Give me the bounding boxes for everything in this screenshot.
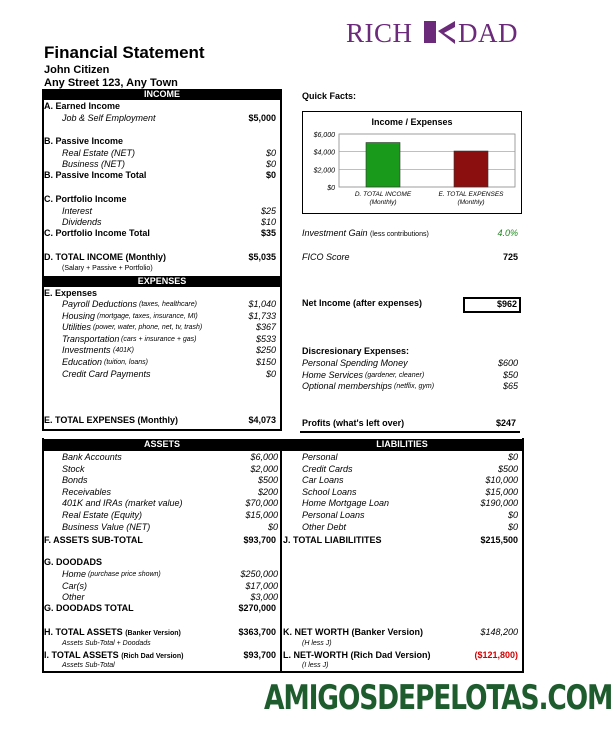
- asset-row-label: Receivables: [62, 486, 112, 497]
- expense-row-value: $367: [255, 322, 276, 333]
- expense-row-note: (401K): [113, 347, 135, 355]
- profits-underline: [300, 431, 520, 433]
- net-worth-banker-label: K. NET WORTH (Banker Version): [283, 627, 424, 637]
- expenses-subheader: E. Expenses: [44, 288, 98, 298]
- job-label: Job & Self Employment: [62, 113, 156, 123]
- assets-subtotal-label: F. ASSETS SUB-TOTAL: [44, 535, 143, 545]
- discretionary-row-label: Home Services: [302, 369, 364, 380]
- expenses-header: EXPENSES: [42, 276, 282, 287]
- chart-x-tick-label: E. TOTAL EXPENSES: [438, 191, 504, 198]
- logo-check-icon: [422, 19, 456, 50]
- dividends-value: $10: [260, 217, 276, 227]
- real-estate-label: Real Estate (NET): [62, 148, 136, 158]
- expense-row-label: Utilities: [62, 322, 92, 333]
- asset-row-label: 401K and IRAs (market value): [62, 498, 183, 509]
- investment-gain: [302, 228, 429, 241]
- doodad-row-label: Home: [62, 569, 87, 579]
- income-expenses-chart: [302, 111, 522, 214]
- total-assets-rich-value: $93,700: [243, 650, 276, 660]
- asset-row: [62, 452, 278, 464]
- total-assets-banker-note: (Banker Version): [125, 630, 181, 637]
- expense-row: [62, 345, 276, 357]
- chart-x-tick-label: (Monthly): [369, 199, 397, 206]
- expense-row-value: $150: [255, 356, 276, 367]
- fico-label: FICO Score: [302, 252, 350, 262]
- discretionary-row-value: $50: [502, 369, 518, 380]
- expense-row-label: Payroll Deductions: [62, 299, 138, 309]
- portfolio-total-label: C. Portfolio Income Total: [44, 228, 150, 238]
- portfolio-income-header: C. Portfolio Income: [44, 194, 127, 204]
- asset-row: [62, 464, 278, 476]
- asset-row-value: $6,000: [250, 452, 278, 462]
- expense-row-label: Transportation: [62, 333, 120, 344]
- business-label: Business (NET): [62, 159, 126, 169]
- liabilities-total-label: J. TOTAL LIABILITITES: [283, 535, 382, 545]
- total-assets-banker-value: $363,700: [238, 627, 276, 637]
- net-worth-rich-value: ($121,800): [474, 650, 518, 660]
- doodad-row: [62, 569, 278, 581]
- expense-row-value: $533: [255, 333, 276, 344]
- liability-row-value: $0: [507, 521, 518, 532]
- liability-row: [302, 510, 518, 522]
- passive-income-header: B. Passive Income: [44, 136, 124, 146]
- liability-row: [302, 452, 518, 464]
- asset-row-label: Bank Accounts: [62, 452, 122, 462]
- expense-row: [62, 369, 276, 381]
- expense-row-label: Education: [62, 356, 103, 367]
- total-assets-banker-sub: Assets Sub-Total + Doodads: [62, 640, 151, 647]
- liability-row: [302, 464, 518, 476]
- expense-row-note: (mortgage, taxes, insurance, MI): [97, 312, 198, 320]
- total-income-label: D. TOTAL INCOME (Monthly): [44, 252, 166, 262]
- discretionary-row-label: Optional memberships: [302, 381, 393, 392]
- passive-total-label: B. Passive Income Total: [44, 170, 147, 180]
- discretionary-list: [302, 358, 518, 393]
- balance-top-line: [42, 450, 522, 451]
- expense-row-value: $0: [265, 368, 276, 379]
- expense-list: [62, 299, 276, 380]
- total-income-note: (Salary + Passive + Portfolio): [62, 265, 153, 272]
- liability-row: [302, 487, 518, 499]
- asset-row-value: $0: [267, 521, 278, 532]
- net-income-label: Net Income (after expenses): [302, 298, 423, 308]
- liability-row-value: $15,000: [485, 486, 518, 497]
- asset-row-label: Stock: [62, 463, 85, 474]
- investment-gain-value: 4.0%: [497, 228, 518, 238]
- liability-row-label: Personal Loans: [302, 509, 365, 520]
- liability-row-label: Credit Cards: [302, 463, 353, 474]
- earned-income-header: A. Earned Income: [44, 101, 121, 111]
- liability-row: [302, 475, 518, 487]
- doodads-total-label: G. DOODADS TOTAL: [44, 603, 134, 613]
- chart-y-tick-label: $0: [327, 185, 335, 192]
- asset-list: [62, 452, 278, 533]
- discretionary-row: [302, 381, 518, 393]
- asset-row: [62, 522, 278, 534]
- chart-bar: [366, 143, 400, 187]
- liability-row-value: $190,000: [480, 498, 518, 509]
- investment-gain-note: (less contributions): [370, 231, 429, 238]
- rich-dad-logo: [346, 16, 526, 50]
- logo-dad-text: DAD: [458, 18, 518, 48]
- expense-row: [62, 334, 276, 346]
- expense-row-label: Investments: [62, 345, 111, 356]
- asset-row-value: $2,000: [250, 463, 278, 474]
- profits-value: $247: [495, 418, 516, 428]
- expense-row: [62, 311, 276, 323]
- total-income-value: $5,035: [248, 252, 276, 262]
- fico-value: 725: [502, 252, 518, 262]
- expense-row-label: Credit Card Payments: [62, 368, 151, 379]
- net-worth-rich-sub: (I less J): [302, 662, 329, 669]
- balance-sheet-divider: [280, 450, 282, 672]
- portfolio-total-value: $35: [260, 228, 276, 238]
- asset-row: [62, 510, 278, 522]
- expense-row-note: (power, water, phone, net, tv, trash): [93, 324, 203, 332]
- expense-row: [62, 322, 276, 334]
- interest-label: Interest: [62, 206, 93, 216]
- asset-row-label: Real Estate (Equity): [62, 509, 143, 520]
- profits-label: Profits (what's left over): [302, 418, 405, 428]
- discretionary-row-note: (netflix, gym): [394, 383, 435, 391]
- chart-y-tick-label: $6,000: [313, 132, 335, 139]
- doodad-row-label: Other: [62, 592, 85, 603]
- chart-plot-area: [339, 134, 515, 187]
- job-value: $5,000: [248, 113, 276, 123]
- asset-row-value: $15,000: [245, 509, 278, 520]
- asset-row: [62, 475, 278, 487]
- investment-gain-label: Investment Gain: [302, 228, 368, 238]
- total-assets-rich: [44, 650, 183, 663]
- total-assets-rich-note: (Rich Dad Version): [121, 653, 184, 660]
- chart-y-tick-label: $4,000: [313, 149, 335, 157]
- net-income-value: $962: [463, 297, 521, 313]
- doodad-list: [62, 569, 278, 604]
- liability-row-value: $0: [507, 452, 518, 462]
- total-expenses-label: E. TOTAL EXPENSES (Monthly): [44, 415, 179, 425]
- real-estate-value: $0: [265, 148, 276, 158]
- watermark-text: AMIGOSDEPELOTAS.COM: [264, 678, 612, 718]
- asset-row-value: $70,000: [245, 498, 278, 509]
- liability-list: [302, 452, 518, 533]
- expense-row-label: Housing: [62, 310, 96, 321]
- owner-name: John Citizen: [44, 64, 110, 76]
- expense-row-note: (taxes, healthcare): [139, 301, 197, 308]
- discretionary-row: [302, 358, 518, 370]
- asset-row: [62, 487, 278, 499]
- liability-row-label: Home Mortgage Loan: [302, 498, 390, 509]
- chart-x-tick-label: (Monthly): [457, 199, 485, 206]
- asset-row: [62, 498, 278, 510]
- logo-rich-text: RICH: [346, 18, 413, 48]
- expense-row-note: (cars + insurance + gas): [121, 335, 197, 343]
- chart-title: Income / Expenses: [371, 117, 453, 127]
- asset-row-value: $500: [257, 475, 278, 486]
- owner-address: Any Street 123, Any Town: [44, 77, 178, 89]
- total-assets-rich-sub: Assets Sub-Total: [62, 662, 115, 669]
- doodad-row: [62, 581, 278, 593]
- liability-row-value: $500: [497, 463, 518, 474]
- chart-x-tick-label: D. TOTAL INCOME: [354, 191, 412, 198]
- liability-row-label: School Loans: [302, 486, 357, 497]
- doodad-row-label: Car(s): [62, 580, 87, 591]
- expense-row-value: $250: [255, 345, 276, 356]
- doodads-header: G. DOODADS: [44, 557, 103, 567]
- assets-subtotal-value: $93,700: [243, 535, 276, 545]
- passive-total-value: $0: [265, 170, 276, 180]
- expense-row-value: $1,733: [248, 310, 276, 321]
- expense-row-note: (tuition, loans): [104, 358, 148, 366]
- liability-row-value: $10,000: [485, 475, 518, 486]
- liability-row-label: Car Loans: [302, 475, 344, 486]
- liability-row-label: Personal: [302, 452, 338, 462]
- total-assets-banker: [44, 627, 181, 640]
- interest-value: $25: [260, 206, 276, 216]
- asset-row-value: $200: [257, 486, 278, 497]
- liabilities-total-value: $215,500: [480, 535, 518, 545]
- assets-header: ASSETS: [42, 439, 282, 450]
- page-title: Financial Statement: [44, 43, 205, 62]
- quick-facts-label: Quick Facts:: [302, 91, 357, 101]
- net-worth-rich-label: L. NET-WORTH (Rich Dad Version): [283, 650, 431, 660]
- total-assets-rich-label: I. TOTAL ASSETS: [44, 650, 119, 660]
- doodad-row-value: $3,000: [250, 592, 278, 603]
- net-worth-banker-sub: (H less J): [302, 640, 332, 647]
- total-expenses-value: $4,073: [248, 415, 276, 425]
- liability-row: [302, 522, 518, 534]
- discretionary-row-note: (gardener, cleaner): [365, 371, 425, 379]
- discretionary-row-value: $600: [497, 358, 518, 368]
- business-value: $0: [265, 159, 276, 169]
- asset-row-label: Bonds: [62, 475, 88, 486]
- chart-bar: [454, 151, 488, 187]
- liability-row-value: $0: [507, 509, 518, 520]
- doodads-total-value: $270,000: [238, 603, 276, 613]
- doodad-row-value: $250,000: [240, 569, 278, 579]
- asset-row-label: Business Value (NET): [62, 521, 151, 532]
- liability-row: [302, 498, 518, 510]
- liability-row-label: Other Debt: [302, 521, 347, 532]
- total-assets-banker-label: H. TOTAL ASSETS: [44, 627, 123, 637]
- expense-row-value: $1,040: [248, 299, 276, 309]
- liabilities-header: LIABILITIES: [282, 439, 522, 450]
- discretionary-row-label: Personal Spending Money: [302, 358, 408, 368]
- doodad-row-value: $17,000: [245, 580, 278, 591]
- expense-row: [62, 299, 276, 311]
- net-worth-banker-value: $148,200: [480, 627, 518, 637]
- income-header: INCOME: [42, 89, 282, 100]
- discretionary-row-value: $65: [502, 381, 518, 392]
- discretionary-row: [302, 370, 518, 382]
- discretionary-header: Discresionary Expenses:: [302, 346, 410, 356]
- doodad-row-note: (purchase price shown): [88, 571, 161, 578]
- chart-y-tick-label: $2,000: [313, 167, 335, 175]
- dividends-label: Dividends: [62, 217, 102, 227]
- chart-canvas: [303, 112, 521, 213]
- expense-row: [62, 357, 276, 369]
